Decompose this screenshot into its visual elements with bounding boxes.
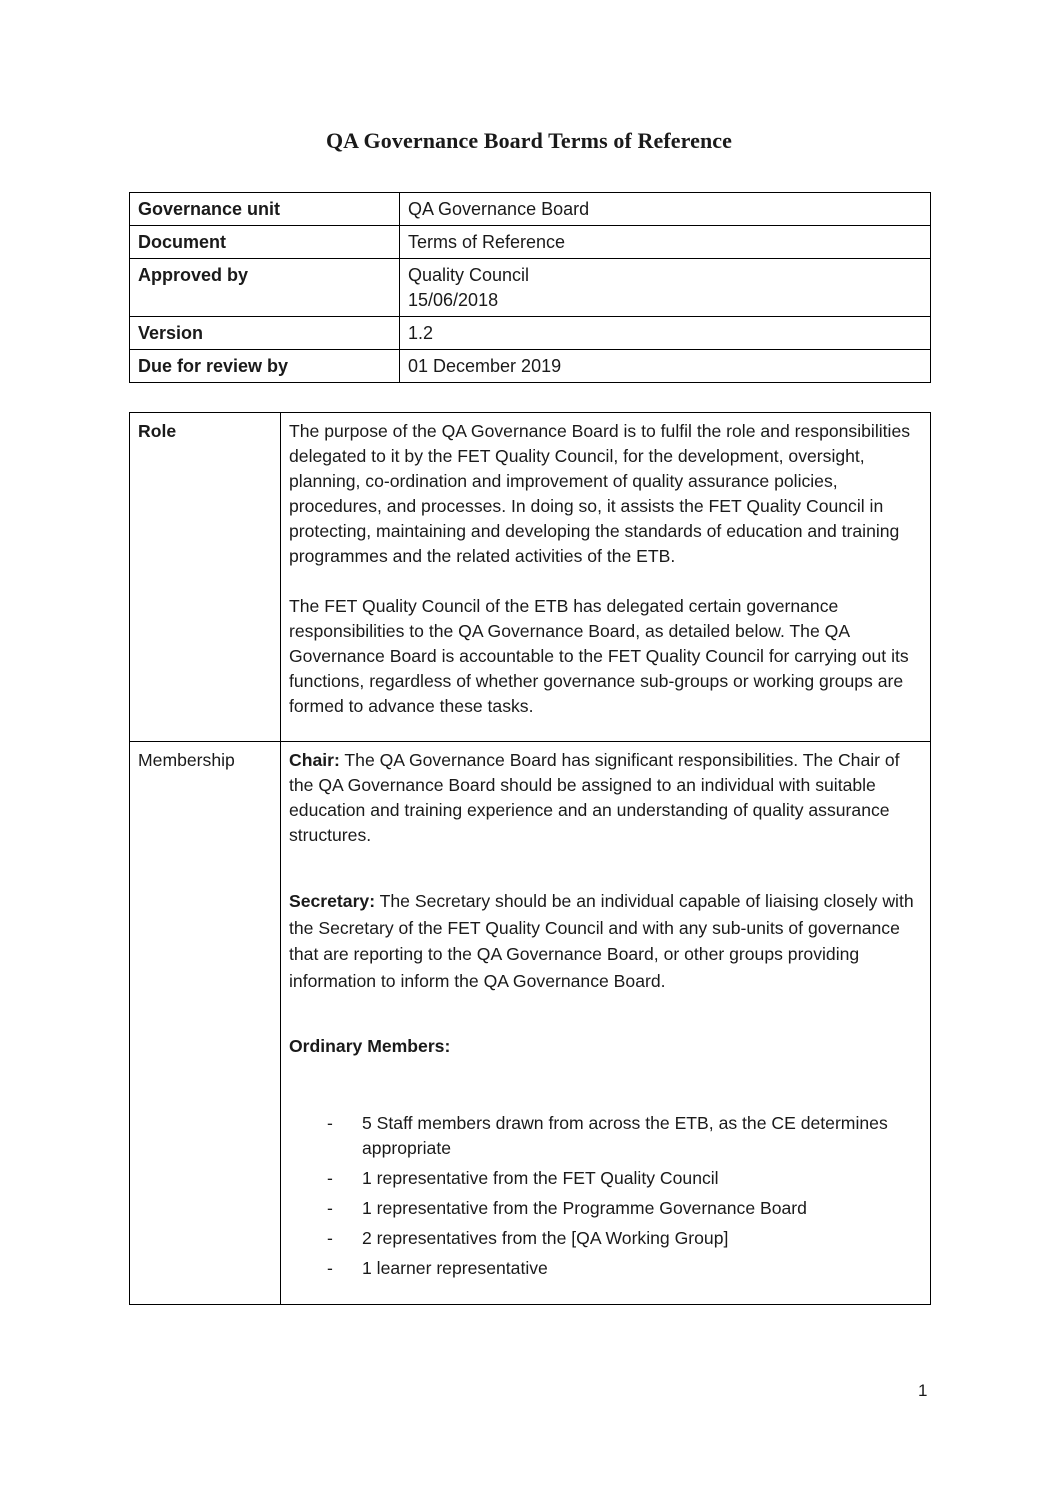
role-paragraph-1: The purpose of the QA Governance Board is to fulfil the role and responsibilities delegated to it by the FET Quality Council, for the development, oversight, planning, co-ordination and improvement of quality assurance policies, procedures, and processes. In doing so, it assists the FET Quality Council in protecting, maintaining and developing the standards of education and training programmes and the related activities of the ETB. <box>289 421 911 566</box>
member-text: 1 learner representative <box>362 1258 548 1278</box>
info-key: Governance unit <box>130 193 400 226</box>
table-row <box>130 193 931 226</box>
list-item <box>289 1256 922 1281</box>
ordinary-members-heading: Ordinary Members: <box>289 1036 451 1056</box>
bullet: - <box>327 1258 333 1278</box>
table-row <box>130 350 931 383</box>
info-key: Approved by <box>130 259 400 317</box>
info-key: Document <box>130 226 400 259</box>
approver: Quality Council <box>408 265 530 285</box>
membership-label: Membership <box>130 742 281 1305</box>
info-value: QA Governance Board <box>400 193 931 226</box>
role-row <box>130 413 931 742</box>
member-text: 1 representative from the FET Quality Council <box>362 1168 719 1188</box>
secretary-text: The Secretary should be an individual capable of liaising closely with the Secretary of the FET Quality Council and with any sub-units of governance that are reporting to the QA Governance Board, or other groups providing information to inform the QA Governance Board. <box>289 891 914 991</box>
page-title: QA Governance Board Terms of Reference <box>325 128 733 153</box>
list-item <box>289 1166 922 1191</box>
document-info-table <box>129 192 931 383</box>
bullet: - <box>327 1113 333 1133</box>
secretary-label: Secretary: <box>289 891 376 911</box>
membership-content <box>281 742 931 1305</box>
chair-label: Chair: <box>289 750 340 770</box>
secretary-paragraph <box>289 888 922 994</box>
role-label: Role <box>130 413 281 742</box>
info-value: 1.2 <box>400 317 931 350</box>
info-key: Due for review by <box>130 350 400 383</box>
membership-row <box>130 742 931 1305</box>
info-value: 01 December 2019 <box>400 350 931 383</box>
table-row <box>130 317 931 350</box>
bullet: - <box>327 1198 333 1218</box>
chair-paragraph <box>289 748 922 848</box>
approval-date: 15/06/2018 <box>408 290 499 310</box>
list-item <box>289 1226 922 1251</box>
member-text: 2 representatives from the [QA Working Group] <box>362 1228 729 1248</box>
info-value: Terms of Reference <box>400 226 931 259</box>
info-key: Version <box>130 317 400 350</box>
role-paragraph-2: The FET Quality Council of the ETB has delegated certain governance responsibilities to the QA Governance Board, as detailed below. The QA Governance Board is accountable to the FET Quality Council for carrying out its functions, regardless of whether governance sub-groups or working groups are formed to advance these tasks. <box>289 596 909 716</box>
list-item <box>289 1196 922 1221</box>
table-row <box>130 226 931 259</box>
info-value <box>400 259 931 317</box>
member-text: 5 Staff members drawn from across the ETB, as the CE determines appropriate <box>362 1113 888 1158</box>
chair-text: The QA Governance Board has significant responsibilities. The Chair of the QA Governance Board should be assigned to an individual with suitable education and training experience and an understanding of quality assurance structures. <box>289 750 900 845</box>
table-row <box>130 259 931 317</box>
bullet: - <box>327 1228 333 1248</box>
page-number: 1 <box>918 1381 928 1400</box>
list-item <box>289 1111 922 1161</box>
terms-table <box>129 412 931 1305</box>
member-text: 1 representative from the Programme Governance Board <box>362 1198 807 1218</box>
bullet: - <box>327 1168 333 1188</box>
role-content <box>281 413 931 742</box>
members-list <box>289 1111 922 1281</box>
